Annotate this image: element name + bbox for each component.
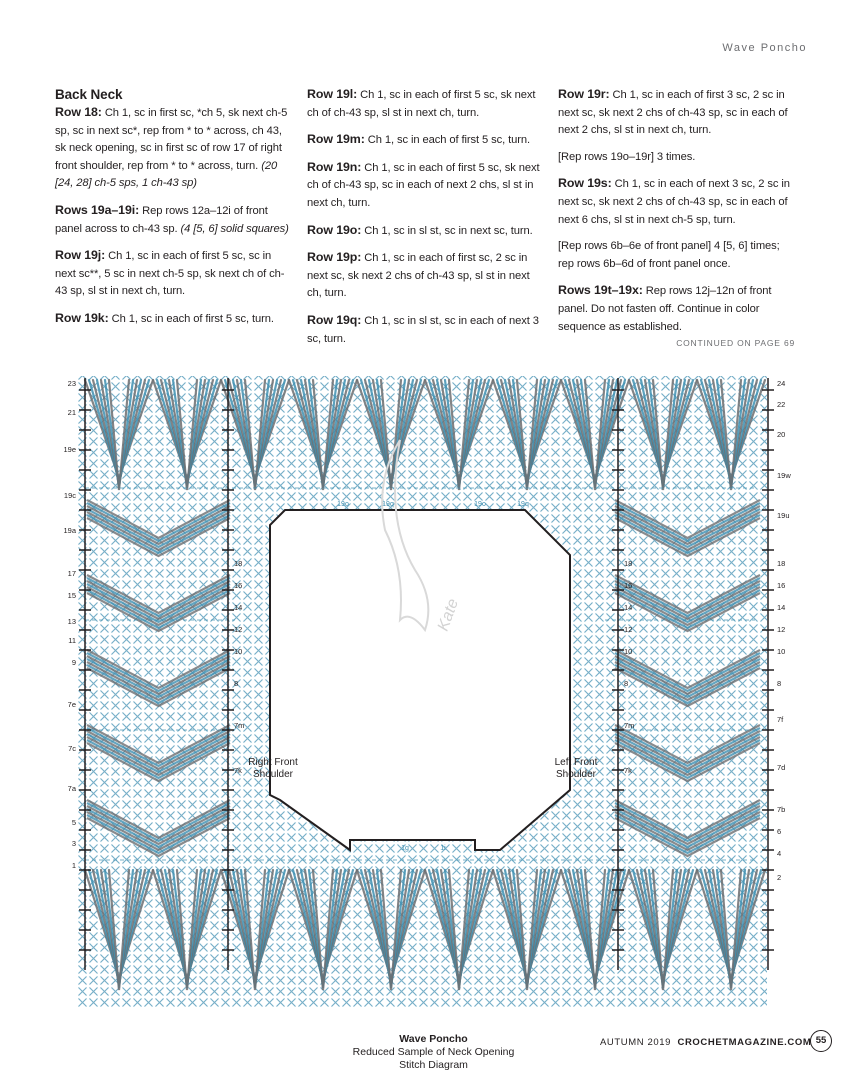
left-row-label: 13 xyxy=(67,617,76,626)
inner-left-row-label: 7k xyxy=(234,766,242,775)
inner-left-row-label: 12 xyxy=(234,625,243,634)
repeat-6b-6e-instruction: [Rep rows 6b–6e of front panel] 4 [5, 6] times; rep rows 6b–6d of front panel once. xyxy=(558,240,780,270)
left-front-shoulder-label: Left Front xyxy=(554,757,598,768)
row-19j-instruction: Row 19j: Ch 1, sc in each of first 5 sc, sc in next sc**, 5 sc in next ch-5 sp, sk next ch of ch-43 sp, sl st in next ch, turn. xyxy=(55,248,285,298)
inner-right-row-label: 14 xyxy=(624,603,633,612)
row-19l-instruction: Row 19l: Ch 1, sc in each of first 5 sc, sk next ch of ch-43 sp, sl st in next ch, turn. xyxy=(307,87,536,119)
rows-19a-19i-instruction: Rows 19a–19i: Rep rows 12a–12i of front panel across to ch-43 sp. (4 [5, 6] solid squares) xyxy=(55,202,289,235)
row-19s-instruction: Row 19s: Ch 1, sc in each of next 3 sc, 2 sc in next sc, sk next 2 chs of ch-43 sp, sc in each of next 6 chs, sl st in next ch-5 sp, turn. xyxy=(558,176,790,226)
right-row-label: 19w xyxy=(777,471,791,480)
right-row-label: 10 xyxy=(777,647,786,656)
page-footer xyxy=(600,1037,811,1048)
row-19m-instruction: Row 19m: Ch 1, sc in each of first 5 sc, turn. xyxy=(307,132,531,147)
repeat-19o-19r-instruction: [Rep rows 19o–19r] 3 times. xyxy=(558,150,696,163)
left-row-label: 1 xyxy=(71,861,76,870)
right-row-label: 14 xyxy=(777,603,786,612)
right-row-label: 12 xyxy=(777,625,786,634)
inner-right-row-label: 12 xyxy=(624,625,633,634)
continued-note: CONTINUED ON PAGE 69 xyxy=(676,338,795,348)
row-19r-instruction: Row 19r: Ch 1, sc in each of first 3 sc, 2 sc in next sc, sk next 2 chs of ch-43 sp, sc in each of next 2 chs, sl st in next ch, turn. xyxy=(558,87,788,137)
page-number: 55 xyxy=(810,1030,832,1052)
top-inner-label: 19o xyxy=(474,501,486,508)
pattern-column-2 xyxy=(307,86,541,357)
inner-right-row-label: 7m xyxy=(624,721,635,730)
caption-title: Wave Poncho xyxy=(399,1033,468,1045)
row-19k-instruction: Row 19k: Ch 1, sc in each of first 5 sc, turn. xyxy=(55,310,274,325)
left-front-shoulder-label: Shoulder xyxy=(555,769,597,780)
left-row-label: 19c xyxy=(63,491,76,500)
inner-left-row-label: 16 xyxy=(234,581,243,590)
top-inner-label: 19o xyxy=(337,501,349,508)
right-row-label: 6 xyxy=(777,827,782,836)
row-18-instruction: Row 18: Ch 1, sc in first sc, *ch 5, sk next ch-5 sp, sc in next sc*, rep from * to * across, ch 43, sk neck opening, sc in first sc of row 17 of right front shoulder, rep from * to * across, turn. (20 [24, 28] ch-5 sps, 1 ch-43 sp) xyxy=(55,105,288,190)
section-heading-back-neck: Back Neck xyxy=(55,87,123,102)
top-inner-label: 19q xyxy=(382,501,394,508)
right-row-label: 7d xyxy=(777,763,786,772)
left-row-label: 5 xyxy=(71,818,76,827)
inner-right-row-label: 10 xyxy=(624,647,633,656)
caption-line-1: Reduced Sample of Neck Opening xyxy=(352,1046,515,1058)
right-row-label: 2 xyxy=(777,873,782,882)
row-19q-instruction: Row 19q: Ch 1, sc in sl st, sc in each of next 3 sc, turn. xyxy=(307,312,539,345)
rows-19t-19x-instruction: Rows 19t–19x: Rep rows 12j–12n of front panel. Do not fasten off. Continue in color sequence as established. xyxy=(558,283,772,333)
inner-right-row-label: 7k xyxy=(624,766,632,775)
bottom-inner-label: 1g xyxy=(401,845,409,852)
inner-left-row-label: 14 xyxy=(234,603,243,612)
left-row-label: 9 xyxy=(71,658,76,667)
left-row-label: 17 xyxy=(67,569,76,578)
left-row-label: 11 xyxy=(68,636,76,645)
pattern-column-3 xyxy=(558,86,796,345)
magazine-site: CROCHETMAGAZINE.COM xyxy=(677,1037,812,1048)
left-row-label: 7c xyxy=(68,744,76,753)
issue-season: AUTUMN 2019 xyxy=(600,1037,672,1048)
left-row-label: 23 xyxy=(67,379,76,388)
bottom-inner-label: 1i xyxy=(440,845,446,852)
right-row-label: 7f xyxy=(777,715,784,724)
left-row-label: 21 xyxy=(67,408,76,417)
row-19p-instruction: Row 19p: Ch 1, sc in each of first sc, 2 sc in next sc, sk next 2 chs of ch-43 sp, sl st in next ch, turn. xyxy=(307,250,530,300)
inner-right-row-label: 18 xyxy=(624,559,633,568)
stitch-diagram-chart xyxy=(77,376,774,1008)
row-19o-instruction: Row 19o: Ch 1, sc in sl st, sc in next sc, turn. xyxy=(307,222,533,237)
inner-left-row-label: 10 xyxy=(234,647,243,656)
left-row-label: 7a xyxy=(67,784,76,793)
inner-right-row-label: 8 xyxy=(624,679,629,688)
inner-right-row-label: 16 xyxy=(624,581,633,590)
watermark-text: Kate xyxy=(434,596,463,634)
right-row-label: 16 xyxy=(777,581,786,590)
right-row-label: 20 xyxy=(777,430,786,439)
left-row-label: 7e xyxy=(67,700,76,709)
inner-left-row-label: 7m xyxy=(234,721,245,730)
right-row-label: 19u xyxy=(777,511,790,520)
left-row-label: 19a xyxy=(63,526,76,535)
right-row-label: 24 xyxy=(777,379,786,388)
stitch-diagram xyxy=(55,370,795,1020)
inner-left-row-label: 18 xyxy=(234,559,243,568)
left-row-label: 3 xyxy=(71,839,76,848)
pattern-column-1 xyxy=(55,86,289,338)
row-19n-instruction: Row 19n: Ch 1, sc in each of first 5 sc, sk next ch of ch-43 sp, sc in each of next 2 chs, sl st in next ch, turn. xyxy=(307,159,540,209)
caption-line-2: Stitch Diagram xyxy=(399,1059,468,1071)
right-row-label: 8 xyxy=(777,679,782,688)
top-inner-label: 19q xyxy=(517,501,529,508)
inner-left-row-label: 8 xyxy=(234,679,239,688)
right-front-shoulder-label: Shoulder xyxy=(252,769,294,780)
running-head: Wave Poncho xyxy=(722,42,807,54)
right-row-label: 22 xyxy=(777,400,786,409)
neck-opening xyxy=(270,510,570,850)
right-row-label: 18 xyxy=(777,559,786,568)
right-row-label: 7b xyxy=(777,805,786,814)
right-front-shoulder-label: Right Front xyxy=(248,757,298,768)
right-row-label: 4 xyxy=(777,849,782,858)
left-row-label: 15 xyxy=(67,591,76,600)
left-row-label: 19e xyxy=(63,445,76,454)
